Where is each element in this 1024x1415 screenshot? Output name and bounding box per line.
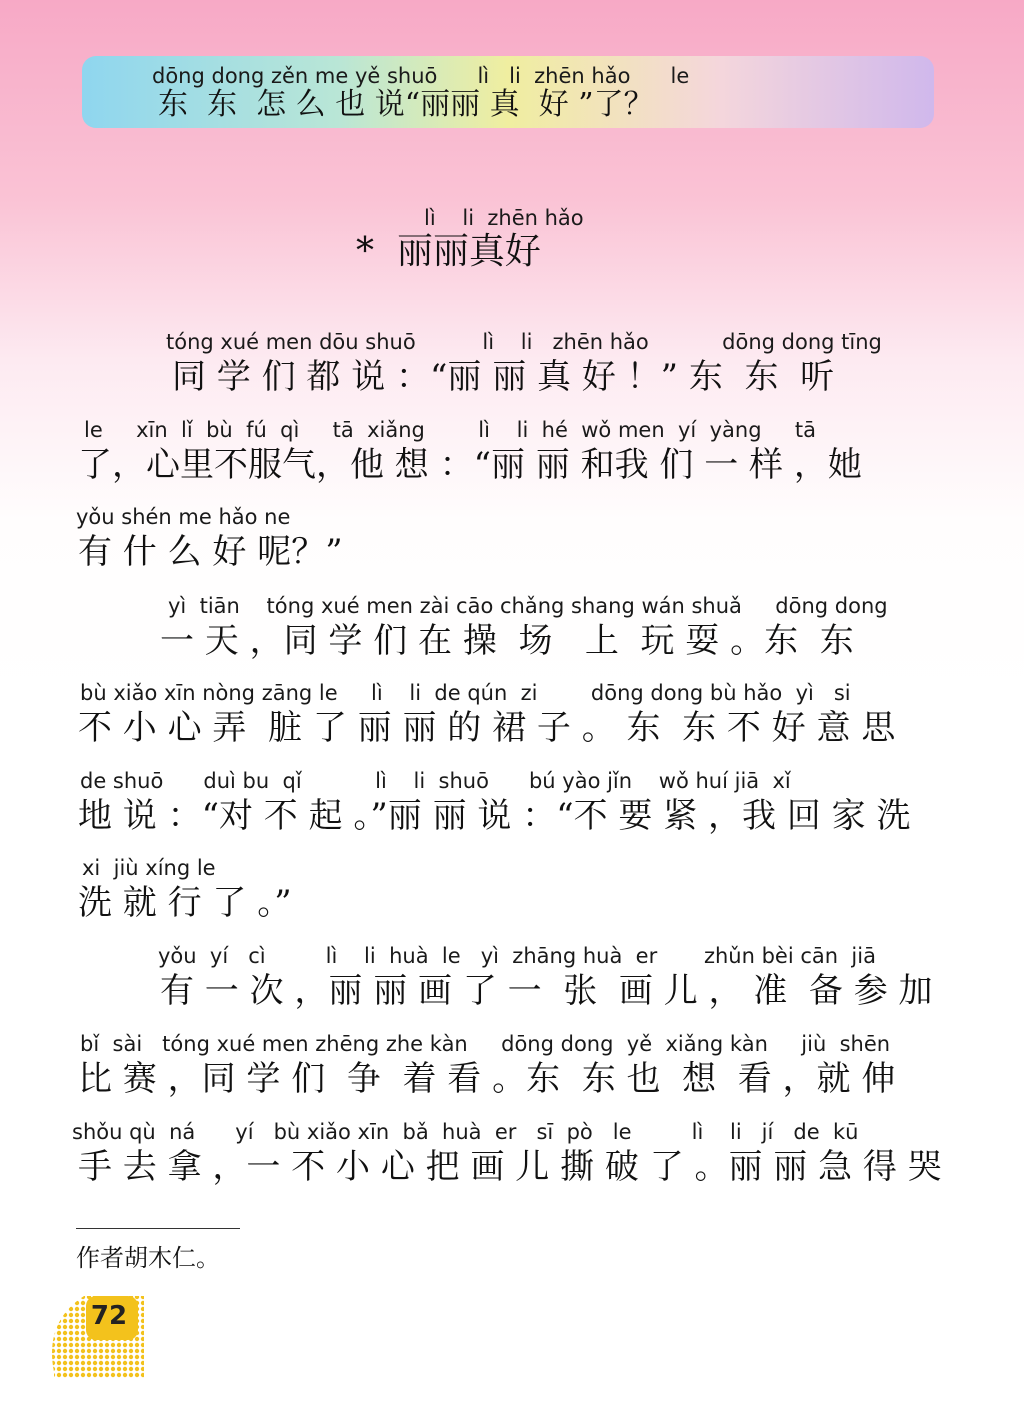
lesson-title: * 丽丽真好 <box>356 231 541 272</box>
text-line-2: 了，心里不服气，他 想 ：“丽 丽 和我 们 一 样 ，她 <box>78 445 862 485</box>
text-line-7: 洗 就 行 了 。” <box>78 883 292 923</box>
text-line-10-pinyin: shǒu qù ná yí bù xiǎo xīn bǎ huà er sī pò le lì li jí de kū <box>72 1120 859 1144</box>
text-line-3-pinyin: yǒu shén me hǎo ne <box>76 505 291 529</box>
page-number: 72 <box>90 1301 128 1331</box>
title-pinyin: lì li zhēn hǎo <box>424 206 584 230</box>
text-line-6-pinyin: de shuō duì bu qǐ lì li shuō bú yào jǐn wǒ huí jiā xǐ <box>80 769 791 793</box>
text-line-8: 有 一 次 ，丽 丽 画 了 一 张 画 儿 ， 准 备 参 加 <box>160 971 933 1011</box>
text-line-5: 不 小 心 弄 脏 了 丽 丽 的 裙 子 。 东 东 不 好 意 思 <box>78 708 896 748</box>
text-line-4-pinyin: yì tiān tóng xué men zài cāo chǎng shang wán shuǎ dōng dong <box>168 594 888 618</box>
text-line-6: 地 说 ：“对 不 起 。”丽 丽 说 ：“不 要 紧 ，我 回 家 洗 <box>78 796 911 836</box>
text-line-3: 有 什 么 好 呢？” <box>78 532 343 572</box>
text-line-9: 比 赛 ，同 学 们 争 着 看 。东 东 也 想 看 ，就 伸 <box>78 1059 896 1099</box>
text-line-10: 手 去 拿 ，一 不 小 心 把 画 儿 撕 破 了 。丽 丽 急 得 哭 <box>78 1147 942 1187</box>
text-line-1-pinyin: tóng xué men dōu shuō lì li zhēn hǎo dōng dong tīng <box>166 330 882 354</box>
text-line-9-pinyin: bǐ sài tóng xué men zhēng zhe kàn dōng dong yě xiǎng kàn jiù shēn <box>80 1032 891 1056</box>
question-hanzi: 东 东 怎 么 也 说“丽丽 真 好 ”了？ <box>158 87 654 122</box>
author-footnote: 作者胡木仁。 <box>76 1244 220 1272</box>
text-line-1: 同 学 们 都 说 ：“丽 丽 真 好 ！” 东 东 听 <box>172 357 835 397</box>
text-line-8-pinyin: yǒu yí cì lì li huà le yì zhāng huà er zhǔn bèi cān jiā <box>158 944 876 968</box>
text-line-7-pinyin: xi jiù xíng le <box>82 856 216 880</box>
text-line-5-pinyin: bù xiǎo xīn nòng zāng le lì li de qún zi dōng dong bù hǎo yì si <box>80 681 851 705</box>
question-pinyin: dōng dong zěn me yě shuō lì li zhēn hǎo le <box>152 64 690 88</box>
footnote-rule <box>76 1228 240 1229</box>
text-line-4: 一 天 ，同 学 们 在 操 场 上 玩 耍 。东 东 <box>160 621 854 661</box>
text-line-2-pinyin: le xīn lǐ bù fú qì tā xiǎng lì li hé wǒ men yí yàng tā <box>84 418 817 442</box>
